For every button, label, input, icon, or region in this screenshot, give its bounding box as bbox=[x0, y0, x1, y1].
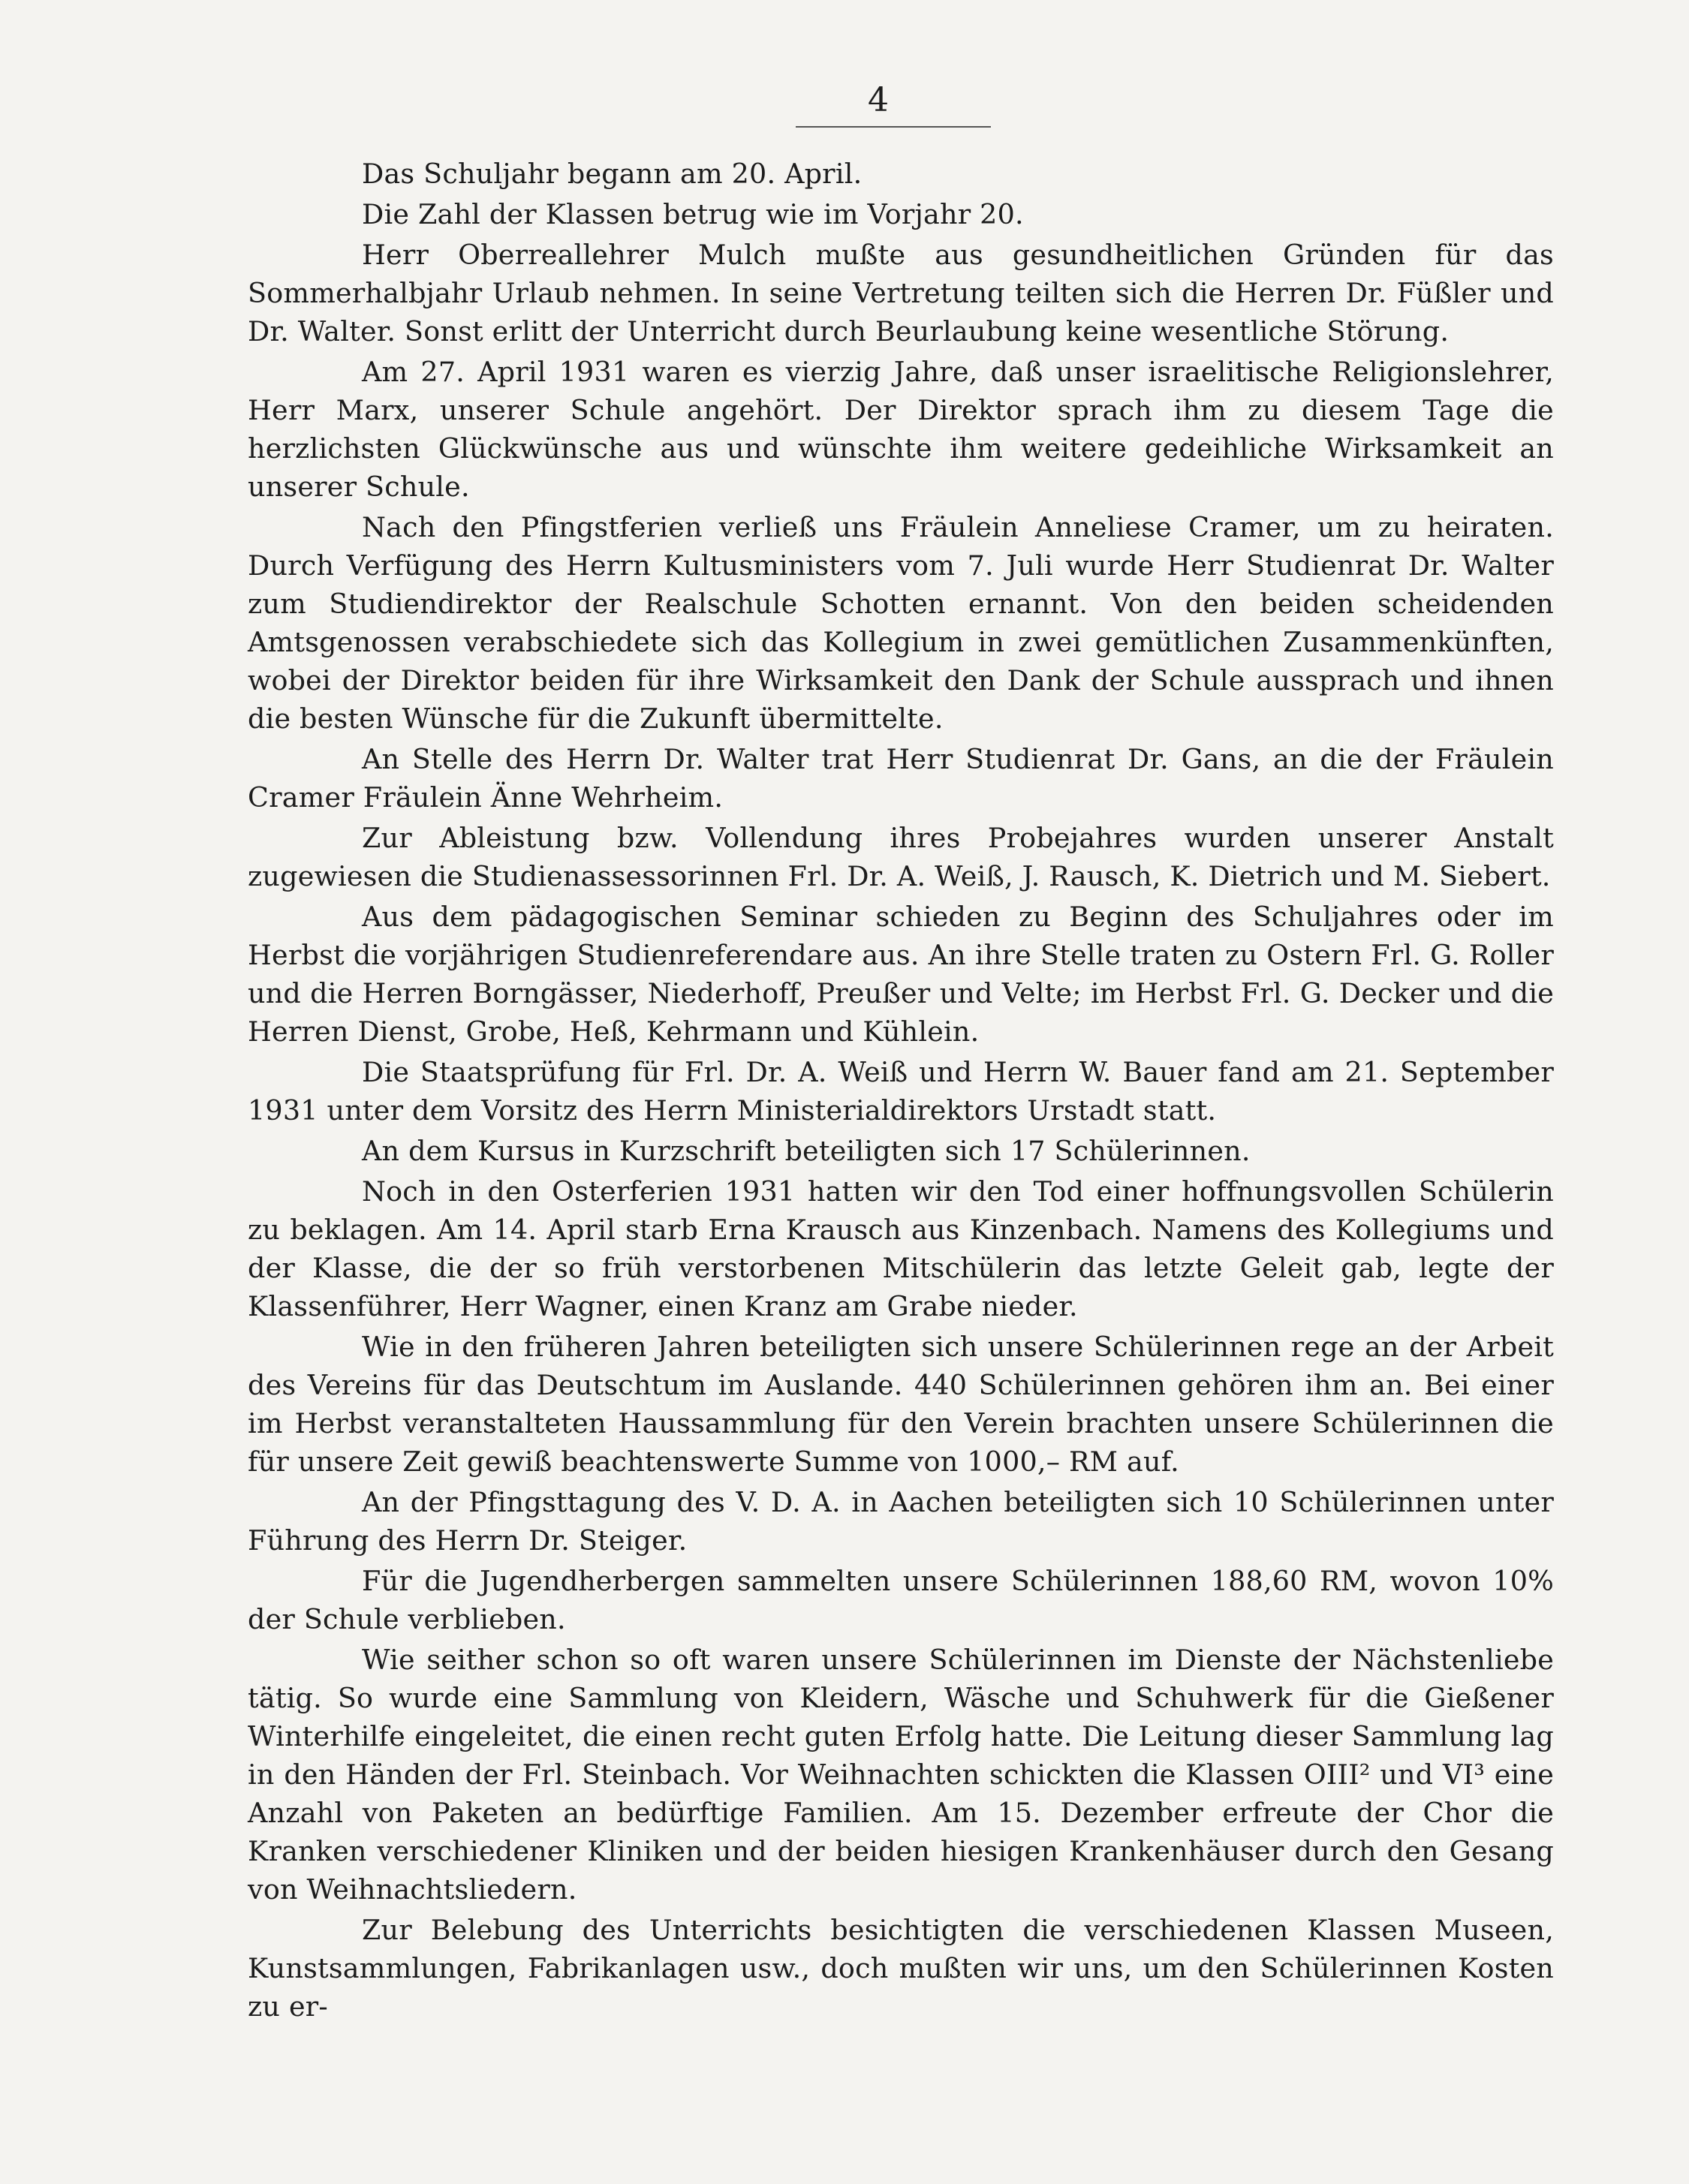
paragraph-seminar: Aus dem pädagogischen Seminar schieden zu Beginn des Schuljahres oder im Herbst die vorjährigen Studienreferendare aus. An ihre Stelle traten zu Ostern Frl. G. Roller und die Herren Borngässer, Niederhoff, Preußer und Velte; im Herbst Frl. G. Decker und die Herren Dienst, Grobe, Heß, Kehrmann und Kühlein. bbox=[248, 901, 1554, 1048]
paragraph-youth-hostels: Für die Jugendherbergen sammelten unsere Schülerinnen 188,60 RM, wovon 10% der Schule verblieben. bbox=[248, 1565, 1554, 1635]
paragraph-marx-anniversary: Am 27. April 1931 waren es vierzig Jahre, daß unser israelitische Religionslehrer, Herr Marx, unserer Schule angehört. Der Direktor sprach ihm zu diesem Tage die herzlichsten Glückwünsche aus und wünschte ihm weitere gedeihliche Wirksamkeit an unserer Schule. bbox=[248, 356, 1554, 503]
paragraph-charity: Wie seither schon so oft waren unsere Schülerinnen im Dienste der Nächstenliebe tätig. So wurde eine Sammlung von Kleidern, Wäsche und Schuhwerk für die Gießener Winterhilfe eingeleitet, die einen recht guten Erfolg hatte. Die Leitung dieser Sammlung lag in den Händen der Frl. Steinbach. Vor Weihnachten schickten die Klassen OIII² und VI³ eine Anzahl von Paketen an bedürftige Familien. Am 15. Dezember erfreute der Chor die Kranken verschiedener Kliniken und der beiden hiesigen Krankenhäuser durch den Gesang von Weihnachtsliedern. bbox=[248, 1644, 1554, 1906]
paragraph-class-count: Die Zahl der Klassen betrug wie im Vorjahr 20. bbox=[362, 198, 1024, 230]
paragraph-excursions: Zur Belebung des Unterrichts besichtigten die verschiedenen Klassen Museen, Kunstsammlungen, Fabrikanlagen usw., doch mußten wir uns, um den Schülerinnen Kosten zu er- bbox=[248, 1914, 1554, 2023]
paragraph-probationary-year: Zur Ableistung bzw. Vollendung ihres Probejahres wurden unserer Anstalt zugewiesen die Studienassessorinnen Frl. Dr. A. Weiß, J. Rausch, K. Dietrich und M. Siebert. bbox=[248, 822, 1554, 892]
header-rule bbox=[796, 126, 991, 128]
paragraph-departures: Nach den Pfingstferien verließ uns Fräulein Anneliese Cramer, um zu heiraten. Durch Verfügung des Herrn Kultusministers vom 7. Juli wurde Herr Studienrat Dr. Walter zum Studiendirektor der Realschule Schotten ernannt. Von den beiden scheidenden Amtsgenossen verabschiedete sich das Kollegium in zwei gemütlichen Zusammenkünften, wobei der Direktor beiden für ihre Wirksamkeit den Dank der Schule aussprach und ihnen die besten Wünsche für die Zukunft übermittelte. bbox=[248, 511, 1554, 735]
paragraph-vda-association: Wie in den früheren Jahren beteiligten sich unsere Schülerinnen rege an der Arbeit des Vereins für das Deutschtum im Auslande. 440 Schülerinnen gehören ihm an. Bei einer im Herbst veranstalteten Haussammlung für den Verein brachten unsere Schülerinnen die für unsere Zeit gewiß beachtenswerte Summe von 1000,– RM auf. bbox=[248, 1331, 1554, 1478]
paragraph-mulch-leave: Herr Oberreallehrer Mulch mußte aus gesundheitlichen Gründen für das Sommerhalbjahr Urlaub nehmen. In seine Vertretung teilten sich die Herren Dr. Füßler und Dr. Walter. Sonst erlitt der Unterricht durch Beurlaubung keine wesentliche Störung. bbox=[248, 239, 1554, 347]
paragraph-school-year-start: Das Schuljahr begann am 20. April. bbox=[362, 158, 863, 190]
paragraph-pentecost-meeting: An der Pfingsttagung des V. D. A. in Aachen beteiligten sich 10 Schülerinnen unter Führung des Herrn Dr. Steiger. bbox=[248, 1486, 1554, 1557]
paragraph-obituary: Noch in den Osterferien 1931 hatten wir den Tod einer hoffnungsvollen Schülerin zu beklagen. Am 14. April starb Erna Krausch aus Kinzenbach. Namens des Kollegiums und der Klasse, die der so früh verstorbenen Mitschülerin das letzte Geleit gab, legte der Klassenführer, Herr Wagner, einen Kranz am Grabe nieder. bbox=[248, 1175, 1554, 1322]
paragraph-state-exam: Die Staatsprüfung für Frl. Dr. A. Weiß und Herrn W. Bauer fand am 21. September 1931 unter dem Vorsitz des Herrn Ministerialdirektors Urstadt statt. bbox=[248, 1056, 1554, 1127]
paragraph-shorthand-course: An dem Kursus in Kurzschrift beteiligten sich 17 Schülerinnen. bbox=[362, 1135, 1251, 1167]
document-body bbox=[248, 155, 1554, 2028]
page-number: 4 bbox=[868, 81, 889, 119]
paragraph-replacements: An Stelle des Herrn Dr. Walter trat Herr Studienrat Dr. Gans, an die der Fräulein Cramer Fräulein Änne Wehrheim. bbox=[248, 743, 1554, 814]
